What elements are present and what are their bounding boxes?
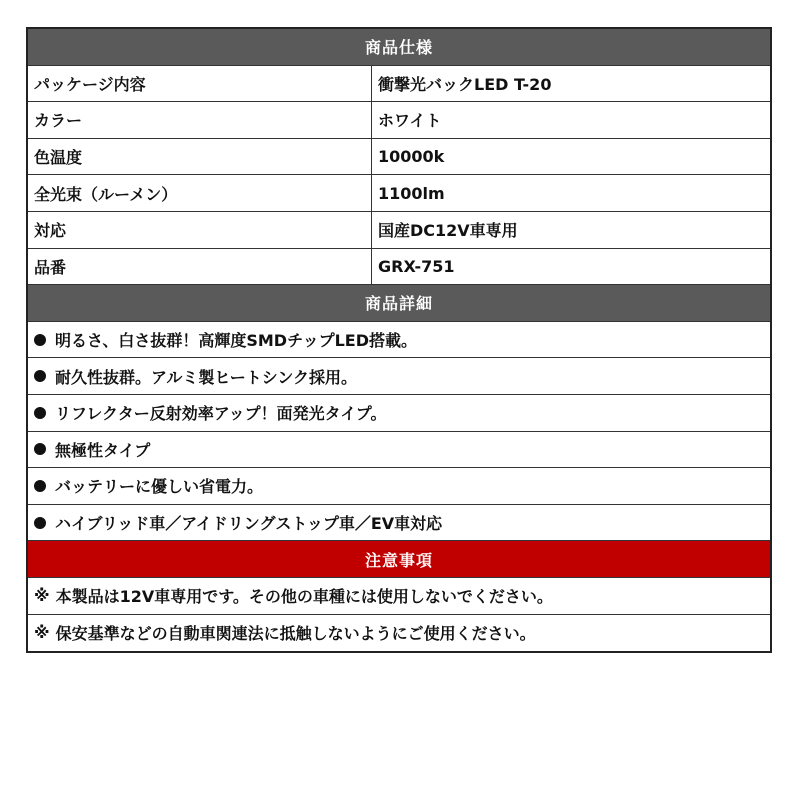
- bullet-icon: [34, 370, 46, 382]
- detail-row: [28, 358, 770, 395]
- reference-mark-icon: ※: [34, 586, 50, 606]
- spec-row-luminous-flux: [28, 175, 770, 212]
- spec-row-part-number: [28, 249, 770, 286]
- detail-row: [28, 322, 770, 359]
- detail-text: 耐久性抜群。アルミ製ヒートシンク採用。: [55, 367, 358, 387]
- spec-label: カラー: [28, 102, 372, 138]
- bullet-icon: [34, 517, 46, 529]
- spec-label: 対応: [28, 212, 372, 248]
- spec-value: 10000k: [378, 147, 445, 167]
- spec-section-title: 商品仕様: [364, 38, 433, 58]
- spec-label: 品番: [28, 249, 372, 285]
- bullet-icon: [34, 334, 46, 346]
- caution-row: [28, 578, 770, 615]
- spec-row-compatibility: [28, 212, 770, 249]
- spec-value: 1100lm: [378, 183, 445, 203]
- bullet-icon: [34, 443, 46, 455]
- spec-label: パッケージ内容: [28, 66, 372, 102]
- spec-value: GRX-751: [378, 256, 455, 276]
- product-spec-sheet: [26, 27, 772, 653]
- reference-mark-icon: ※: [34, 623, 50, 643]
- detail-text: 無極性タイプ: [55, 440, 151, 460]
- caution-text: 保安基準などの自動車関連法に抵触しないようにご使用ください。: [55, 624, 536, 644]
- spec-value: 衝撃光バックLED T-20: [378, 74, 552, 94]
- spec-row-color: [28, 102, 770, 139]
- detail-section-title: 商品詳細: [364, 294, 433, 314]
- caution-text: 本製品は12V車専用です。その他の車種には使用しないでください。: [55, 587, 553, 607]
- detail-section-header: [28, 285, 770, 322]
- detail-row: [28, 432, 770, 469]
- spec-row-color-temperature: [28, 139, 770, 176]
- spec-label: 全光束（ルーメン）: [28, 175, 372, 211]
- detail-row: [28, 505, 770, 542]
- caution-section-title: 注意事項: [364, 550, 433, 570]
- detail-text: 明るさ、白さ抜群！高輝度SMDチップLED搭載。: [55, 331, 418, 351]
- spec-value: ホワイト: [378, 111, 442, 131]
- detail-text: リフレクター反射効率アップ！面発光タイプ。: [55, 404, 387, 424]
- detail-row: [28, 468, 770, 505]
- caution-section-header: [28, 541, 770, 578]
- detail-row: [28, 395, 770, 432]
- spec-row-package: [28, 66, 770, 103]
- detail-text: バッテリーに優しい省電力。: [55, 477, 264, 497]
- spec-label: 色温度: [28, 139, 372, 175]
- spec-section-header: [28, 29, 770, 66]
- caution-row: [28, 615, 770, 652]
- detail-text: ハイブリッド車／アイドリングストップ車／EV車対応: [55, 514, 443, 534]
- bullet-icon: [34, 407, 46, 419]
- spec-value: 国産DC12V車専用: [378, 221, 518, 241]
- bullet-icon: [34, 480, 46, 492]
